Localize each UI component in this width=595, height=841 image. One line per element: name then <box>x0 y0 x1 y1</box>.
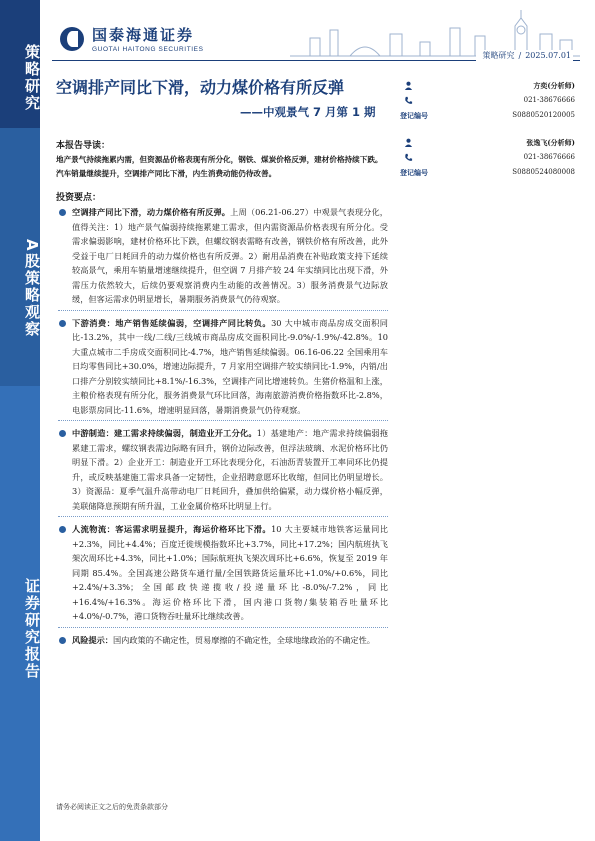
sidebar-section-report: 证券研究报告 <box>0 386 40 841</box>
person-icon <box>404 138 413 147</box>
bullet-icon <box>59 526 66 533</box>
header-tag <box>476 50 573 61</box>
person-icon <box>404 81 413 90</box>
header-tag-separator: / <box>518 51 522 60</box>
analyst-phone: 021-38676666 <box>523 96 575 104</box>
sidebar-section-observation: A股策略观察 <box>0 128 40 386</box>
bullet-icon <box>59 209 66 216</box>
bullet-lead: 下游消费：地产销售延续偏弱，空调排产同比转负。 <box>72 317 272 328</box>
phone-icon <box>404 96 413 105</box>
bullet-point <box>58 426 388 513</box>
bullet-lead: 中游制造：建工需求持续偏弱，制造业开工分化。 <box>72 428 257 438</box>
investment-points <box>58 205 388 647</box>
analyst-card <box>400 78 575 123</box>
sidebar <box>0 0 40 841</box>
logo-mark-icon <box>60 27 84 51</box>
bullet-point <box>58 522 388 624</box>
company-logo <box>60 24 204 53</box>
phone-icon <box>404 153 413 162</box>
analyst-reg-no: S0880520120005 <box>512 111 575 119</box>
bullet-point <box>58 316 388 418</box>
bullet-text: 上周（06.21-06.27）中观景气表现分化，值得关注：1）地产景气偏弱持续拖累建工需求，但内需资源品价格表现有所分化。受需求偏弱影响，建材价格环比下跌，但螺纹钢表需略有改善，钢铁价格有所改善，此外受益于电厂日耗回升的动力煤价格也有所反弹。2）耐用品消费在补贴政策支持下延续较高景气，乘用车销量增速继续提升，但空调 7 月排产较 24 年实绩同比出现下滑，外需压力依然较大，后续仍要观察消费内生动能的改善情况。3）服务消费景气边际放缓，但客运需求仍明显增长，暑期服务消费景气仍待观察。 <box>72 207 388 304</box>
header-tag-category: 策略研究 <box>482 51 515 60</box>
report-title: 空调排产同比下滑，动力煤价格有所反弹 <box>56 78 345 97</box>
guide-text: 地产景气持续拖累内需，但资源品价格表现有所分化，钢铁、煤炭价格反弹，建材价格持续下跌。汽车销量继续提升，空调排产同比下滑，内生消费动能仍待改善。 <box>56 155 383 178</box>
bullet-point <box>58 205 388 307</box>
analyst-reg-label: 登记编号 <box>400 168 428 177</box>
analyst-reg-label: 登记编号 <box>400 111 428 120</box>
bullet-lead: 风险提示： <box>72 634 113 645</box>
bullet-lead: 人流物流：客运需求明显提升，海运价格环比下滑。 <box>72 524 272 534</box>
logo-english-name: GUOTAI HAITONG SECURITIES <box>92 46 204 53</box>
bullet-text: 1）基建地产：地产需求持续偏弱拖累建工需求，螺纹钢表需边际略有回升，钢价边际改善，但浮法玻璃、水泥价格环比仍明显下滑。2）企业开工：制造业开工环比表现分化，石油沥青装置开工率同环比仍提升，或反映基建施工需求具备一定韧性，企业招聘意愿环比收缩，但同比仍明显增长。3）资源品：夏季气温升高带动电厂日耗回升，叠加供给偏紧，动力煤价格小幅反弹，美联储降息预期有所升温，工业金属价格环比明显上行。 <box>72 428 388 511</box>
bullet-lead: 空调排产同比下滑，动力煤价格有所反弹。 <box>72 207 231 217</box>
points-heading: 投资要点： <box>56 193 102 203</box>
header-tag-date: 2025.07.01 <box>525 51 571 60</box>
divider <box>58 516 388 518</box>
logo-chinese-name: 国泰海通证券 <box>92 26 195 44</box>
analyst-name: 方奕(分析师) <box>533 81 575 90</box>
guide-heading: 本报告导读： <box>56 141 111 151</box>
analyst-card <box>400 135 575 180</box>
report-subtitle: ——中观景气 7 月第 1 期 <box>240 105 376 119</box>
bullet-point <box>58 633 388 648</box>
analyst-reg-no: S0880524080008 <box>512 168 575 176</box>
analyst-name: 张逸飞(分析师) <box>526 138 575 147</box>
bullet-icon <box>59 430 66 437</box>
divider <box>58 310 388 312</box>
footer-disclaimer: 请务必阅读正文之后的免责条款部分 <box>56 803 168 811</box>
divider <box>58 420 388 422</box>
bullet-text: 国内政策的不确定性，贸易摩擦的不确定性，全球地缘政治的不确定性。 <box>112 634 375 645</box>
bullet-icon <box>59 637 66 644</box>
bullet-text: 10 大主要城市地铁客运量同比+2.3%，同比+4.4%；百度迁徙规模指数环比+3.7%，同比+17.2%；国内航班执飞架次周环比+4.3%，同比+1.0%；国际航班执飞架次周环比+6.6%，恢复至 2019 年同期 85.4%。全国高速公路货车通行量/全国铁路货运量环比+1.0%/+0.6%，同比+2.4%/+3.3%；全国邮政快递揽收/投递量环比-8.0%/-7.2%，同比+16.4%/+16.3%。海运价格环比下滑，国内港口货物/集装箱吞吐量环比+4.0%/-0.7%，港口货物吞吐量环比继续改善。 <box>72 524 388 621</box>
divider <box>58 627 388 629</box>
bullet-icon <box>59 320 66 327</box>
bullet-text: 30 大中城市商品房成交面积同比-13.2%，其中一线/二线/三线城市商品房成交面积同比-9.0%/-1.9%/-42.8%。10 大重点城市二手房成交面积同比-4.7%，地产销售延续偏弱。06.16-06.22 全国乘用车日均零售同比+30.0%，增速边际提升，7 月家用空调排产较实绩同比-1.9%，内销/出口排产分别较实绩同比+8.1%/-16.3%，空调排产同比增速转负。生猪价格温和上涨，主粮价格表现有所分化，服务消费景气环比回落，海南旅游消费价格指数环比-2.8%，电影票房同比-11.6%，增速明显回落，暑期消费景气仍待观察。 <box>72 317 388 415</box>
sidebar-section-strategy: 策略研究 <box>0 0 40 128</box>
analyst-phone: 021-38676666 <box>523 153 575 161</box>
